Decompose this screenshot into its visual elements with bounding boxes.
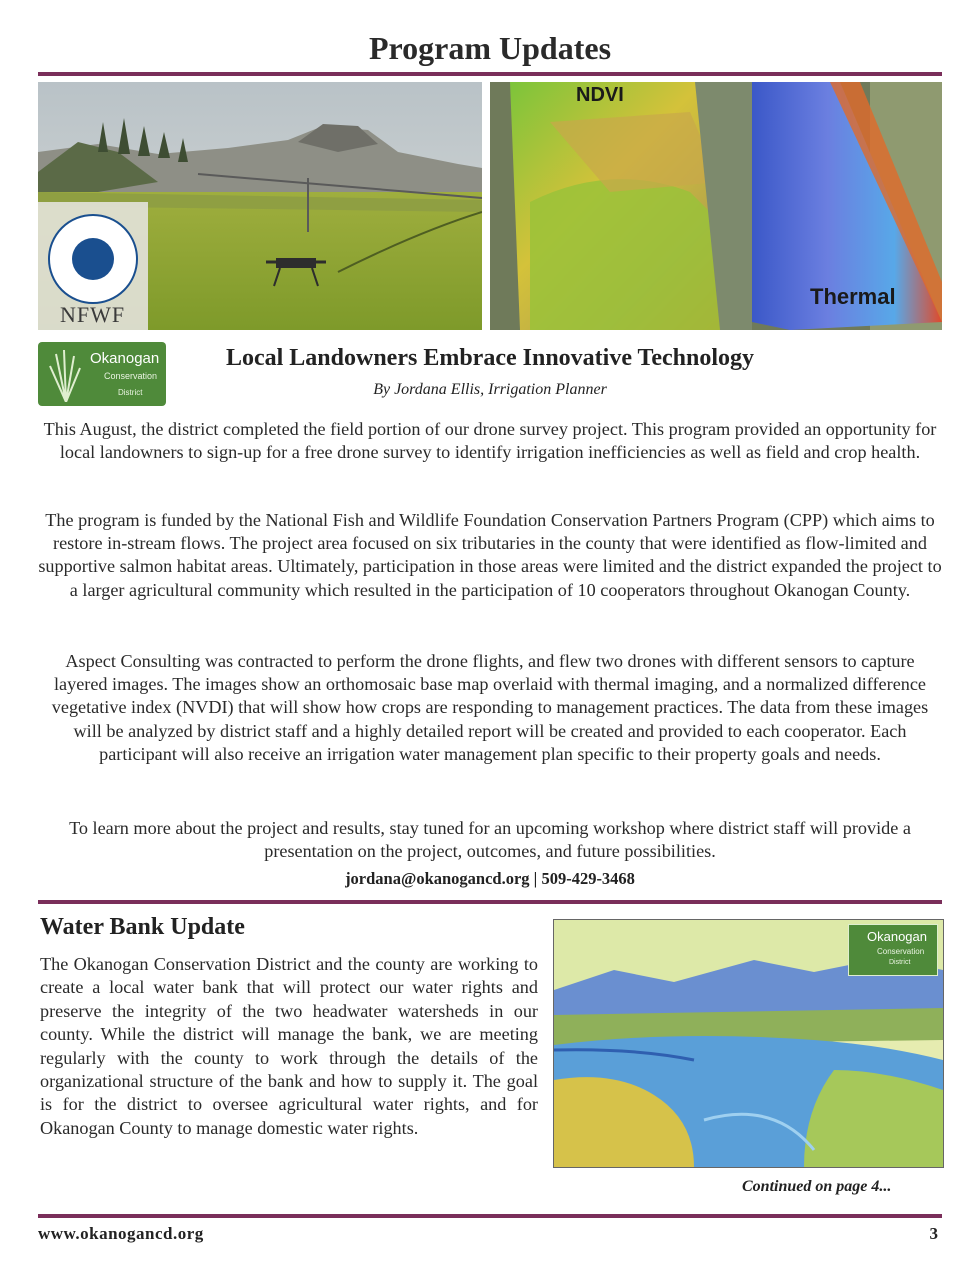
article-title: Local Landowners Embrace Innovative Technology (225, 345, 755, 371)
header-rule (38, 72, 942, 76)
water-bank-title: Water Bank Update (40, 914, 245, 940)
article-byline: By Jordana Ellis, Irrigation Planner (373, 381, 607, 398)
logo-line3: District (118, 388, 143, 397)
logo-name: Okanogan (90, 350, 160, 367)
painting-logo-line3: District (889, 959, 911, 966)
okanogan-logo (38, 342, 166, 406)
logo-line2: Conservation (104, 371, 158, 381)
article-paragraph: This August, the district completed the field portion of our drone survey project. This program provided an opportunity for local landowners to sign-up for a free drone survey to identify irrigation inefficiencies as well as field and crop health. (43, 419, 937, 463)
footer-url[interactable]: www.okanogancd.org (38, 1224, 204, 1243)
thermal-label: Thermal (810, 284, 896, 309)
continued-note: Continued on page 4... (742, 1178, 892, 1195)
bird-icon (72, 238, 114, 280)
field-drone-photo (38, 82, 482, 330)
nfwf-seal (48, 214, 138, 304)
page-title: Program Updates (368, 30, 612, 66)
painting-logo (848, 924, 938, 976)
water-bank-body: The Okanogan Conservation District and the county are working to create a local water bank that will protect our water rights and preserve the integrity of the two headwater watersheds in our county. While the district will manage the bank, we are meeting regularly with the county to work through the details of the organizational structure of the bank and how to supply it. The goal is for the district to oversee agricultural water rights, and for Okanogan County to manage domestic water rights. (40, 954, 538, 1138)
grass-icon (46, 346, 86, 402)
ndvi-label: NDVI (576, 84, 624, 106)
footer-rule (38, 1214, 942, 1218)
ndvi-thermal-map (490, 82, 942, 330)
painting-logo-name: Okanogan (867, 929, 927, 944)
article-paragraph: Aspect Consulting was contracted to perform the drone flights, and flew two drones with different sensors to capture layered images. The images show an orthomosaic base map overlaid with thermal imaging, and a normalized difference vegetative index (NVDI) that will show how crops are responding to management practices. The data from these images will be analyzed by district staff and a highly detailed report will be created and provided to each cooperator. Each participant will also receive an irrigation water management plan specific to their property goals and needs. (51, 651, 929, 764)
contact-info: jordana@okanogancd.org | 509-429-3468 (345, 869, 635, 888)
nfwf-badge: NFWF (60, 302, 126, 327)
painting-logo-line2: Conservation (877, 947, 925, 956)
page-number: 3 (929, 1224, 938, 1243)
river-painting (553, 919, 944, 1168)
article-paragraph: To learn more about the project and results, stay tuned for an upcoming workshop where district staff will provide a presentation on the project, outcomes, and future possibilities. (69, 818, 911, 862)
article-paragraph: The program is funded by the National Fish and Wildlife Foundation Conservation Partners Program (CPP) which aims to restore in-stream flows. The project area focused on six tributaries in the county that were identified as flow-limited and supportive salmon habitat areas. Ultimately, participation in those areas were limited and the district expanded the project to a larger agricultural community which resulted in the participation of 10 cooperators throughout Okanogan County. (38, 510, 942, 600)
section-rule (38, 900, 942, 904)
